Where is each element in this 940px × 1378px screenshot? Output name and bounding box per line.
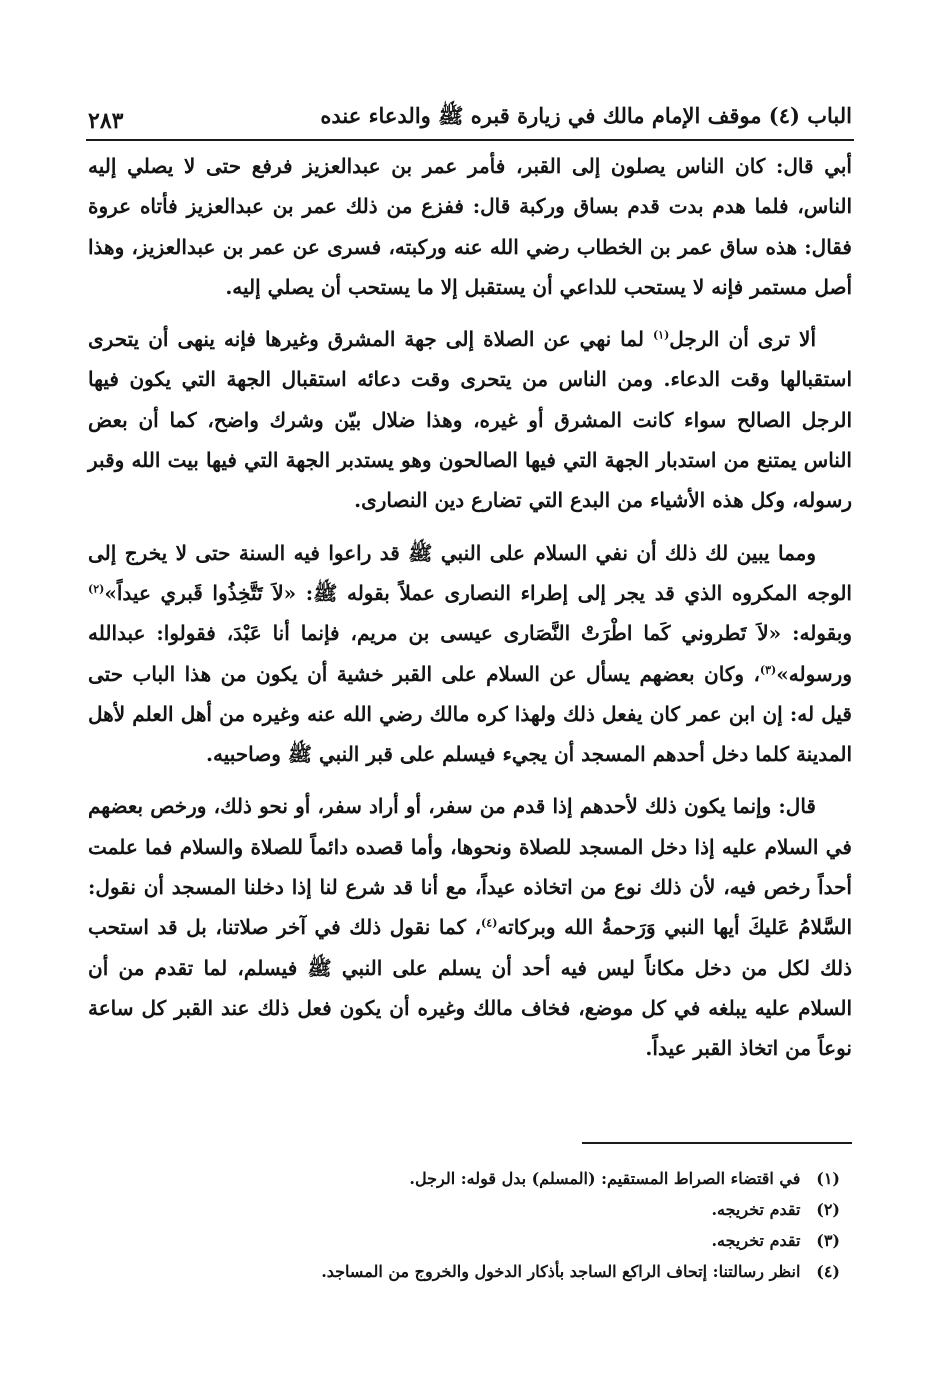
- paragraph-text: لما نهي عن الصلاة إلى جهة المشرق وغيرها فإنه ينهى أن يتحرى استقبالها وقت الدعاء. ومن الناس من يتحرى وقت دعائه استقبال الجهة التي يكون فيها الرجل الصالح سواء كانت المشرق أو غيره، وهذا ضلال بيّن وشرك واضح، كما أن بعض الناس يمتنع من استدبار الجهة التي فيها الصالحون وهو يستدبر الجهة التي فيها بيت الله وقبر رسوله، وكل هذه الأشياء من البدع التي تضارع دين النصارى.: [88, 327, 852, 513]
- paragraph-3: [88, 533, 852, 775]
- footnote-text: تقدم تخريجه.: [711, 1231, 801, 1250]
- paragraph-text: وبقوله: «لاَ تَطروني كَما اطْرَتْ النَّصَارى عيسى بن مريم، فإنما أنا عَبْدَ، فقولوا: عبدالله ورسوله»: [88, 621, 852, 686]
- footnote-number: (٣): [816, 1231, 840, 1250]
- running-header: [88, 94, 852, 134]
- footnote-number: (١): [816, 1169, 840, 1188]
- paragraph-1: [88, 146, 852, 307]
- chapter-title: الباب (٤) موقف الإمام مالك في زيارة قبره ﷺ والدعاء عنده: [320, 103, 852, 128]
- footnote-text: في اقتضاء الصراط المستقيم: (المسلم) بدل قوله: الرجل.: [409, 1169, 801, 1188]
- footnote-ref: (٢): [88, 582, 105, 596]
- footnote-ref: (١): [652, 328, 670, 342]
- footnote-number: (٢): [816, 1200, 840, 1219]
- footnote-ref: (٤): [481, 916, 498, 930]
- footnote-ref: (٣): [759, 662, 777, 676]
- footnote-number: (٤): [816, 1262, 840, 1281]
- paragraph-text: أبي قال: كان الناس يصلون إلى القبر، فأمر عمر بن عبدالعزيز فرفع حتى لا يصلي إليه الناس، فلما هدم بدت قدم بساق وركبة قال: ففزع من ذلك عمر بن عبدالعزيز فأتاه عروة فقال: هذه ساق عمر بن الخطاب رضي الله عنه وركبته، فسرى عن عمر بن عبدالعزيز، وهذا أصل مستمر فإنه لا يستحب للداعي أن يستقبل إلا ما يستحب أن يصلي إليه.: [88, 154, 853, 299]
- footnote-text: تقدم تخريجه.: [711, 1200, 801, 1219]
- paragraph-text: ألا ترى أن الرجل: [669, 327, 817, 352]
- paragraph-text: ، كما نقول ذلك في آخر صلاتنا، بل قد استحب ذلك لكل من دخل مكاناً ليس فيه أحد أن يسلم على النبي ﷺ فيسلم، لما تقدم من أن السلام عليه يبلغه في كل موضع، فخاف مالك وغيره أن يكون فعل ذلك عند القبر كل ساعة نوعاً من اتخاذ القبر عيداً.: [88, 915, 852, 1061]
- page-number: ٢٨٣: [88, 108, 124, 134]
- footnotes: [88, 1163, 840, 1287]
- main-text: [88, 146, 852, 1081]
- footnote-separator: [582, 1142, 852, 1144]
- footnote-text: انظر رسالتنا: إتحاف الراكع الساجد بأذكار الدخول والخروج من المساجد.: [321, 1262, 801, 1281]
- footnote-1: [88, 1163, 840, 1194]
- header-rule: [86, 139, 854, 141]
- paragraph-2: [88, 319, 852, 520]
- footnote-2: [88, 1194, 840, 1225]
- paragraph-text: قال: وإنما يكون ذلك لأحدهم إذا قدم من سفر، أو أراد سفر، أو نحو ذلك، ورخص بعضهم في السلام عليه إذا دخل المسجد للصلاة ونحوها، وأما قصده دائماً للصلاة والسلام فما علمت أحداً رخص فيه، لأن ذلك نوع من اتخاذه عيداً، مع أنا قد شرع لنا إذا دخلنا المسجد أن نقول: السَّلامُ عَليكَ أيها النبي وَرَحمةُ الله وبركاته: [88, 794, 852, 940]
- paragraph-4: [88, 786, 852, 1068]
- footnote-3: [88, 1225, 840, 1256]
- paragraph-text: ، وكان بعضهم يسأل عن السلام على القبر خشية أن يكون من هذا الباب حتى قيل له: إن ابن عمر كان يفعل ذلك ولهذا كره مالك رضي الله عنه وغيره من أهل العلم لأهل المدينة كلما دخل أحدهم المسجد أن يجيء فيسلم على قبر النبي ﷺ وصاحبيه.: [88, 661, 852, 767]
- footnote-4: [88, 1256, 840, 1287]
- paragraph-text: ومما يبين لك ذلك أن نفي السلام على النبي ﷺ قد راعوا فيه السنة حتى لا يخرج إلى الوجه المكروه الذي قد يجر إلى إطراء النصارى عملاً بقوله ﷺ: «لاَ تَتَّخِذُوا قَبري عيداً»: [88, 540, 852, 605]
